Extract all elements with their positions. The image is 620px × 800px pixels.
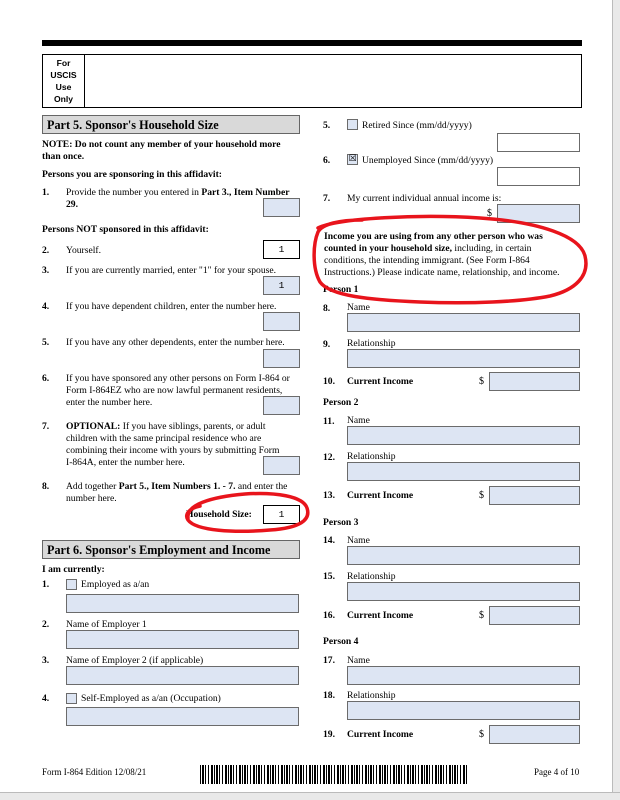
annual-income-field[interactable] <box>497 204 580 223</box>
person2-income-label: Current Income <box>347 490 414 501</box>
dollar-sign: $ <box>479 610 484 621</box>
dollar-sign: $ <box>487 208 492 219</box>
item-number: 18. <box>323 690 335 701</box>
item7-label-line3: combining their income with yours by submitting Form <box>66 445 280 456</box>
income-instructions-line4: Instructions.) Please indicate name, relationship, and income. <box>324 267 560 278</box>
not-sponsored-heading: Persons NOT sponsored in this affidavit: <box>42 224 209 235</box>
item7-label-line1: OPTIONAL: If you have siblings, parents, or adult <box>66 421 266 432</box>
page-number: Page 4 of 10 <box>534 767 580 777</box>
item-number: 13. <box>323 490 335 501</box>
dollar-sign: $ <box>479 376 484 387</box>
item-number: 1. <box>42 187 50 198</box>
employed-occupation-field[interactable] <box>66 594 299 613</box>
retired-date-field[interactable] <box>497 133 580 152</box>
dollar-sign: $ <box>479 490 484 501</box>
part5-header: Part 5. Sponsor's Household Size <box>42 115 300 134</box>
uscis-use-only-label: For USCIS Use Only <box>43 55 85 107</box>
item5-label: If you have any other dependents, enter the number here. <box>66 337 285 348</box>
person3-income-field[interactable] <box>489 606 580 625</box>
item-number: 16. <box>323 610 335 621</box>
person3-relationship-field[interactable] <box>347 582 580 601</box>
item2-input[interactable]: 1 <box>263 240 300 259</box>
part5-note-line2: than once. <box>42 151 85 162</box>
person4-relationship-field[interactable] <box>347 701 580 720</box>
employed-label: Employed as a/an <box>81 579 150 590</box>
item-number: 8. <box>323 303 331 314</box>
annual-income-label: My current individual annual income is: <box>347 193 502 204</box>
person3-name-label: Name <box>347 535 370 546</box>
person1-relationship-field[interactable] <box>347 349 580 368</box>
item-number: 14. <box>323 535 335 546</box>
person2-name-label: Name <box>347 415 370 426</box>
employed-checkbox[interactable] <box>66 579 77 590</box>
item-number: 10. <box>323 376 335 387</box>
unemployed-checkbox[interactable]: ☒ <box>348 154 357 164</box>
household-size-label: Household Size: <box>186 509 252 520</box>
person1-relationship-label: Relationship <box>347 338 396 349</box>
item1-input[interactable] <box>263 198 300 217</box>
employer1-label: Name of Employer 1 <box>66 619 147 630</box>
item-number: 1. <box>42 579 50 590</box>
item-number: 7. <box>42 421 50 432</box>
item-number: 9. <box>323 339 331 350</box>
person3-relationship-label: Relationship <box>347 571 396 582</box>
item4-label: If you have dependent children, enter the number here. <box>66 301 277 312</box>
person4-title: Person 4 <box>323 636 359 647</box>
item-number: 8. <box>42 481 50 492</box>
i-am-currently: I am currently: <box>42 564 105 575</box>
item-number: 3. <box>42 655 50 666</box>
item6-label-line2: Form I-864EZ who are now lawful permanent residents, <box>66 385 283 396</box>
self-employed-label: Self-Employed as a/an (Occupation) <box>81 693 221 704</box>
person2-title: Person 2 <box>323 397 359 408</box>
barcode <box>200 765 468 784</box>
item-number: 17. <box>323 655 335 666</box>
item-number: 11. <box>323 416 335 427</box>
unemployed-date-field[interactable] <box>497 167 580 186</box>
person1-name-field[interactable] <box>347 313 580 332</box>
item1-label-line1: Provide the number you entered in Part 3., Item Number <box>66 187 290 198</box>
income-instructions-line3: conditions, the intending immigrant. (See Form I-864 <box>324 255 530 266</box>
page-edge-bottom <box>0 792 620 800</box>
item-number: 2. <box>42 245 50 256</box>
item6-input[interactable] <box>263 396 300 415</box>
item-number: 3. <box>42 265 50 276</box>
item5-input[interactable] <box>263 349 300 368</box>
person4-income-label: Current Income <box>347 729 414 740</box>
item-number: 4. <box>42 693 50 704</box>
person2-name-field[interactable] <box>347 426 580 445</box>
person1-name-label: Name <box>347 302 370 313</box>
form-edition: Form I-864 Edition 12/08/21 <box>42 767 147 777</box>
employer2-field[interactable] <box>66 666 299 685</box>
item-number: 15. <box>323 571 335 582</box>
item4-input[interactable] <box>263 312 300 331</box>
item3-input[interactable]: 1 <box>263 276 300 295</box>
page-edge-right <box>612 0 620 800</box>
household-size-input[interactable]: 1 <box>263 505 300 524</box>
item-number: 19. <box>323 729 335 740</box>
item-number: 12. <box>323 452 335 463</box>
person1-title: Person 1 <box>323 284 359 295</box>
item-number: 7. <box>323 193 331 204</box>
item3-label: If you are currently married, enter "1" for your spouse. <box>66 265 277 276</box>
person4-name-label: Name <box>347 655 370 666</box>
self-employed-checkbox[interactable] <box>66 693 77 704</box>
person4-name-field[interactable] <box>347 666 580 685</box>
employer1-field[interactable] <box>66 630 299 649</box>
item6-label-line1: If you have sponsored any other persons on Form I-864 or <box>66 373 290 384</box>
item-number: 4. <box>42 301 50 312</box>
person4-income-field[interactable] <box>489 725 580 744</box>
self-employed-field[interactable] <box>66 707 299 726</box>
unemployed-label: Unemployed Since (mm/dd/yyyy) <box>362 155 494 166</box>
person2-relationship-label: Relationship <box>347 451 396 462</box>
item1-label-line2: 29. <box>66 199 78 210</box>
item-number: 5. <box>323 120 331 131</box>
part6-header: Part 6. Sponsor's Employment and Income <box>42 540 300 559</box>
item-number: 2. <box>42 619 50 630</box>
item-number: 5. <box>42 337 50 348</box>
income-instructions-line1: Income you are using from any other person who was <box>324 231 543 242</box>
item-number: 6. <box>323 155 331 166</box>
person4-relationship-label: Relationship <box>347 690 396 701</box>
header-rule <box>42 40 582 46</box>
retired-label: Retired Since (mm/dd/yyyy) <box>362 120 472 131</box>
income-bold-part: counted in your household size, <box>324 243 453 254</box>
person1-income-field[interactable] <box>489 372 580 391</box>
person2-relationship-field[interactable] <box>347 462 580 481</box>
person3-title: Person 3 <box>323 517 359 528</box>
item8-label-line2: number here. <box>66 493 117 504</box>
item-number: 6. <box>42 373 50 384</box>
item2-label: Yourself. <box>66 245 102 256</box>
item7-input[interactable] <box>263 456 300 475</box>
dollar-sign: $ <box>479 729 484 740</box>
person3-name-field[interactable] <box>347 546 580 565</box>
person1-income-label: Current Income <box>347 376 414 387</box>
item7-label-line2: children with the same principal residence who are <box>66 433 262 444</box>
person3-income-label: Current Income <box>347 610 414 621</box>
retired-checkbox[interactable] <box>347 119 358 130</box>
item6-label-line3: enter the number here. <box>66 397 153 408</box>
sponsoring-heading: Persons you are sponsoring in this affidavit: <box>42 169 222 180</box>
person2-income-field[interactable] <box>489 486 580 505</box>
income-instructions-line2: counted in your household size, including, in certain <box>324 243 532 254</box>
item8-label-line1: Add together Part 5., Item Numbers 1. - 7. and enter the <box>66 481 288 492</box>
part5-note-line1: NOTE: Do not count any member of your household more <box>42 139 281 150</box>
uscis-use-only-box <box>42 54 582 108</box>
item7-label-line4: I-864A, enter the number here. <box>66 457 185 468</box>
employer2-label: Name of Employer 2 (if applicable) <box>66 655 204 666</box>
